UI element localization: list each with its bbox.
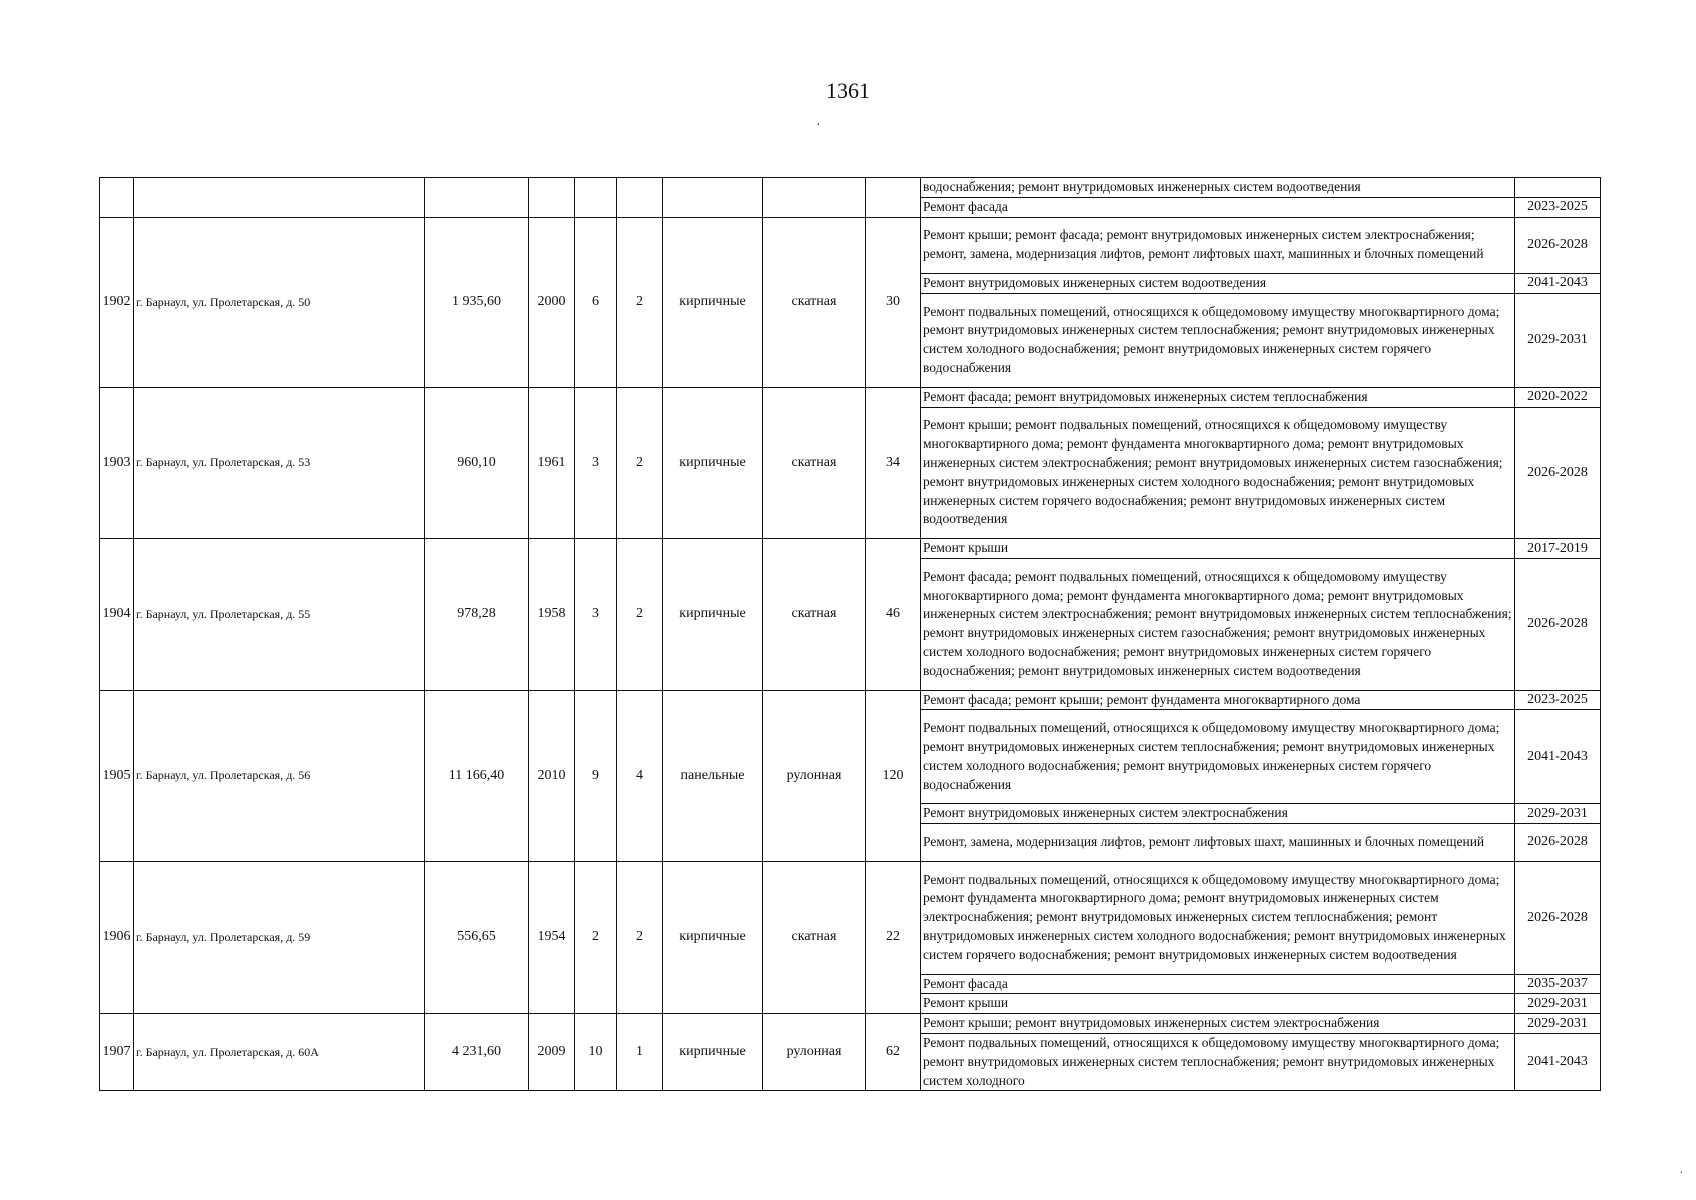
floors-cell: 10 [575,1014,617,1091]
period-cell: 2026-2028 [1515,861,1601,974]
work-cell: Ремонт подвальных помещений, относящихся к общедомовому имуществу многоквартирного дома; ремонт внутридомовых инженерных систем теплоснабжения; ремонт внутридомовых инженерных систем холодного [921,1033,1515,1090]
scan-mark: . [1680,1165,1683,1176]
work-cell: Ремонт внутридомовых инженерных систем водоотведения [921,273,1515,293]
address-cell: г. Барнаул, ул. Пролетарская, д. 53 [134,387,425,538]
walls-cell: панельные [663,690,763,861]
address-cell: г. Барнаул, ул. Пролетарская, д. 55 [134,539,425,690]
roof-cell: скатная [763,217,866,387]
period-cell: 2023-2025 [1515,197,1601,217]
work-cell: Ремонт крыши; ремонт внутридомовых инженерных систем электроснабжения [921,1014,1515,1034]
year-cell: 2009 [529,1014,575,1091]
entrances-cell [617,178,663,218]
work-cell: Ремонт подвальных помещений, относящихся к общедомовому имуществу многоквартирного дома; ремонт фундамента многоквартирного дома; ремонт внутридомовых инженерных систем электроснабжения; ремонт внутридомовых инженерных систем теплоснабжения; ремонт внутридомовых инженерных систем холодного водоснабжения; ремонт внутридомовых инженерных систем горячего водоснабжения; ремонт внутридомовых инженерных систем водоотведения [921,861,1515,974]
address-cell [134,178,425,218]
year-cell: 1958 [529,539,575,690]
residents-cell: 62 [866,1014,921,1091]
year-cell: 1954 [529,861,575,1013]
work-cell: Ремонт фасада; ремонт внутридомовых инженерных систем теплоснабжения [921,387,1515,407]
page-number: 1361 [826,78,870,103]
num-cell [100,178,134,218]
floors-cell: 2 [575,861,617,1013]
period-cell: 2026-2028 [1515,558,1601,690]
work-cell: Ремонт подвальных помещений, относящихся к общедомовому имуществу многоквартирного дома; ремонт внутридомовых инженерных систем теплоснабжения; ремонт внутридомовых инженерных систем холодного водоснабжения; ремонт внутридомовых инженерных систем горячего водоснабжения [921,710,1515,804]
period-cell: 2041-2043 [1515,1033,1601,1090]
floors-cell: 6 [575,217,617,387]
address-cell: г. Барнаул, ул. Пролетарская, д. 50 [134,217,425,387]
residents-cell [866,178,921,218]
roof-cell: рулонная [763,690,866,861]
walls-cell: кирпичные [663,387,763,538]
period-cell: 2029-2031 [1515,804,1601,824]
area-cell: 4 231,60 [425,1014,529,1091]
area-cell: 11 166,40 [425,690,529,861]
walls-cell: кирпичные [663,539,763,690]
record-number: 1905 [100,690,134,861]
area-cell: 978,28 [425,539,529,690]
area-cell: 1 935,60 [425,217,529,387]
floors-cell: 3 [575,387,617,538]
table-row [100,387,1601,407]
table-row [100,861,1601,974]
work-cell: Ремонт внутридомовых инженерных систем электроснабжения [921,804,1515,824]
work-cell: водоснабжения; ремонт внутридомовых инженерных систем водоотведения [921,178,1515,198]
work-cell: Ремонт подвальных помещений, относящихся к общедомовому имуществу многоквартирного дома; ремонт внутридомовых инженерных систем теплоснабжения; ремонт внутридомовых инженерных систем холодного водоснабжения; ремонт внутридомовых инженерных систем горячего водоснабжения [921,293,1515,387]
record-number: 1903 [100,387,134,538]
period-cell: 2026-2028 [1515,407,1601,539]
entrances-cell: 4 [617,690,663,861]
table-row [100,217,1601,273]
work-cell: Ремонт фасада; ремонт крыши; ремонт фундамента многоквартирного дома [921,690,1515,710]
record-number: 1907 [100,1014,134,1091]
period-cell: 2023-2025 [1515,690,1601,710]
period-cell: 2026-2028 [1515,824,1601,862]
period-cell: 2035-2037 [1515,974,1601,994]
roof-cell [763,178,866,218]
roof-cell: скатная [763,387,866,538]
work-cell: Ремонт крыши [921,539,1515,559]
roof-cell: скатная [763,539,866,690]
table-row [100,1014,1601,1034]
residents-cell: 22 [866,861,921,1013]
work-cell: Ремонт фасада [921,974,1515,994]
scan-speck: · [816,118,821,133]
work-cell: Ремонт крыши [921,994,1515,1014]
area-cell: 556,65 [425,861,529,1013]
area-cell [425,178,529,218]
work-cell: Ремонт, замена, модернизация лифтов, ремонт лифтовых шахт, машинных и блочных помещений [921,824,1515,862]
period-cell: 2041-2043 [1515,710,1601,804]
work-cell: Ремонт крыши; ремонт фасада; ремонт внутридомовых инженерных систем электроснабжения; ремонт, замена, модернизация лифтов, ремонт лифтовых шахт, машинных и блочных помещений [921,217,1515,273]
record-number: 1902 [100,217,134,387]
year-cell [529,178,575,218]
period-cell: 2020-2022 [1515,387,1601,407]
period-cell: 2029-2031 [1515,1014,1601,1034]
floors-cell [575,178,617,218]
entrances-cell: 2 [617,861,663,1013]
period-cell [1515,178,1601,198]
entrances-cell: 2 [617,387,663,538]
record-number: 1906 [100,861,134,1013]
entrances-cell: 2 [617,217,663,387]
work-cell: Ремонт крыши; ремонт подвальных помещений, относящихся к общедомовому имуществу многоквартирного дома; ремонт фундамента многоквартирного дома; ремонт внутридомовых инженерных систем электроснабжения; ремонт внутридомовых инженерных систем газоснабжения; ремонт внутридомовых инженерных систем холодного водоснабжения; ремонт внутридомовых инженерных систем горячего водоснабжения; ремонт внутридомовых инженерных систем водоотведения [921,407,1515,539]
address-cell: г. Барнаул, ул. Пролетарская, д. 56 [134,690,425,861]
roof-cell: скатная [763,861,866,1013]
period-cell: 2017-2019 [1515,539,1601,559]
walls-cell [663,178,763,218]
table-row [100,539,1601,559]
floors-cell: 9 [575,690,617,861]
residents-cell: 30 [866,217,921,387]
work-cell: Ремонт фасада; ремонт подвальных помещений, относящихся к общедомовому имуществу многоквартирного дома; ремонт фундамента многоквартирного дома; ремонт внутридомовых инженерных систем электроснабжения; ремонт внутридомовых инженерных систем теплоснабжения; ремонт внутридомовых инженерных систем газоснабжения; ремонт внутридомовых инженерных систем холодного водоснабжения; ремонт внутридомовых инженерных систем горячего водоснабжения; ремонт внутридомовых инженерных систем водоотведения [921,558,1515,690]
residents-cell: 34 [866,387,921,538]
entrances-cell: 2 [617,539,663,690]
floors-cell: 3 [575,539,617,690]
year-cell: 1961 [529,387,575,538]
year-cell: 2000 [529,217,575,387]
table-row [100,178,1601,198]
repair-program-table [99,177,1601,1091]
walls-cell: кирпичные [663,1014,763,1091]
address-cell: г. Барнаул, ул. Пролетарская, д. 59 [134,861,425,1013]
year-cell: 2010 [529,690,575,861]
table-row [100,690,1601,710]
residents-cell: 120 [866,690,921,861]
entrances-cell: 1 [617,1014,663,1091]
residents-cell: 46 [866,539,921,690]
period-cell: 2029-2031 [1515,994,1601,1014]
area-cell: 960,10 [425,387,529,538]
record-number: 1904 [100,539,134,690]
period-cell: 2026-2028 [1515,217,1601,273]
work-cell: Ремонт фасада [921,197,1515,217]
roof-cell: рулонная [763,1014,866,1091]
period-cell: 2029-2031 [1515,293,1601,387]
walls-cell: кирпичные [663,217,763,387]
period-cell: 2041-2043 [1515,273,1601,293]
address-cell: г. Барнаул, ул. Пролетарская, д. 60А [134,1014,425,1091]
walls-cell: кирпичные [663,861,763,1013]
